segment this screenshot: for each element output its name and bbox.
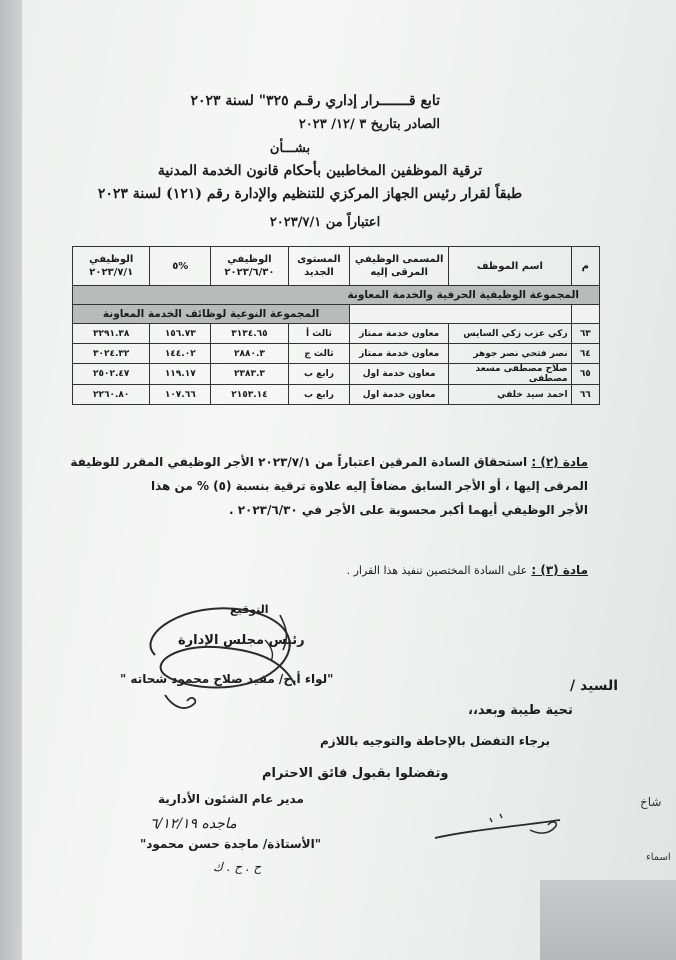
article-2-line-3: الأجر الوظيفي أيهما أكبر محسوبة على الأجر في ٢٠٢٣/٦/٣٠ . xyxy=(228,503,588,517)
subject-title: ترقية الموظفين المخاطبين بأحكام قانون الخدمة المدنية xyxy=(157,163,483,179)
row-num: ٦٦ xyxy=(571,385,599,405)
article-2-line-2: المرقى إليها ، أو الأجر السابق مضافاً إليه علاوة ترقية بنسبة (٥) % من هذا xyxy=(151,479,588,493)
row-percent: ١٤٤.٠٢ xyxy=(150,344,211,364)
row-level: رابع ب xyxy=(288,364,349,385)
col-name-header: اسم الموظف xyxy=(449,247,571,286)
row-name: احمد سيد خلفي xyxy=(449,385,571,405)
row-new-salary: ٢٥٠٢.٤٧ xyxy=(73,364,150,385)
row-title: معاون خدمة ممتاز xyxy=(350,324,449,344)
row-old-salary: ٢١٥٣.١٤ xyxy=(211,385,289,405)
margin-name-label: اسماء xyxy=(646,852,671,863)
row-percent: ١٥٦.٧٣ xyxy=(150,324,211,344)
table-row xyxy=(73,344,600,364)
signatory-role: رئيس مجلس الإدارة xyxy=(178,633,305,648)
col-num-header: م xyxy=(571,247,599,286)
promotion-table xyxy=(72,246,600,405)
subject-label: بشـــأن xyxy=(269,141,311,156)
row-num: ٦٣ xyxy=(571,324,599,344)
article-2-line-1: استحقاق السادة المرقين اعتباراً من ٢٠٢٣/٧/١ الأجر الوظيفي المقرر للوظيفة xyxy=(70,455,528,469)
margin-signature-label: شاخ xyxy=(640,795,662,809)
signatory-name: "لواء أ.ح/ مفيد صلاح محمود شحاته " xyxy=(120,672,334,686)
row-old-salary: ٢٣٨٣.٣ xyxy=(211,364,289,385)
row-title: معاون خدمة اول xyxy=(350,385,449,405)
row-title: معاون خدمة اول xyxy=(350,364,449,385)
salutation: السيد / xyxy=(570,678,619,694)
row-level: رابع ب xyxy=(288,385,349,405)
decision-date-line: الصادر بتاريخ ٣ /١٢/ ٢٠٢٣ xyxy=(298,117,440,132)
request-line: برجاء التفضل بالإحاطة والتوجيه باللازم xyxy=(320,734,550,748)
legal-basis: طبقاً لقرار رئيس الجهاز المركزي للتنظيم والإدارة رقم (١٢١) لسنة ٢٠٢٣ xyxy=(97,186,523,202)
signature-scribble-1 xyxy=(125,595,325,725)
handwritten-date: ماجده ٦/١٢/١٩ xyxy=(150,816,237,832)
manager-code: ح . ح . ك xyxy=(213,860,262,874)
col-percent-header: %٥ xyxy=(150,247,211,286)
row-percent: ١١٩.١٧ xyxy=(150,364,211,385)
col-new-salary-header: الوظيفي ٢٠٢٣/٧/١ xyxy=(73,247,150,286)
article-3-label: مادة (٣) : xyxy=(531,563,588,577)
group-row-1 xyxy=(73,286,600,305)
row-num: ٦٤ xyxy=(571,344,599,364)
scan-shadow xyxy=(540,880,676,960)
group-row-2 xyxy=(73,305,600,324)
col-title-header: المسمى الوظيفي المرقى إليه xyxy=(350,247,449,286)
row-new-salary: ٣٢٩١.٣٨ xyxy=(73,324,150,344)
row-name: صلاح مصطفى مسعد مصطفى xyxy=(449,364,571,385)
row-level: ثالث أ xyxy=(288,324,349,344)
group-title-1: المجموعة الوظيفية الحرفية والخدمة المعاونة xyxy=(73,286,600,305)
col-old-salary-header: الوظيفي ٢٠٢٣/٦/٣٠ xyxy=(211,247,289,286)
greeting: تحية طيبة وبعد،، xyxy=(468,703,573,718)
article-2 xyxy=(70,450,588,522)
group-title-2: المجموعة النوعية لوظائف الخدمة المعاونة xyxy=(73,305,350,324)
table-header-row xyxy=(73,247,600,286)
row-old-salary: ٢٨٨٠.٣ xyxy=(211,344,289,364)
manager-name: "الأستاذة/ ماجدة حسن محمود" xyxy=(140,837,321,851)
row-new-salary: ٢٢٦٠.٨٠ xyxy=(73,385,150,405)
manager-position: مدير عام الشئون الأدارية xyxy=(158,792,304,806)
closing-line: وتفضلوا بقبول فائق الاحترام xyxy=(262,766,449,781)
col-level-header: المستوى الجديد xyxy=(288,247,349,286)
row-new-salary: ٣٠٢٤.٣٢ xyxy=(73,344,150,364)
decision-number-line: تابع قـــــــرار إداري رقـم ٣٢٥" لسنة ٢٠٢٣ xyxy=(190,93,440,109)
row-percent: ١٠٧.٦٦ xyxy=(150,385,211,405)
article-2-label: مادة (٢) : xyxy=(531,455,588,469)
article-3 xyxy=(150,558,588,583)
signature-scribble-2 xyxy=(430,800,590,850)
signature-label: التوقيع xyxy=(230,603,269,616)
scan-edge xyxy=(0,0,22,960)
row-title: معاون خدمة ممتاز xyxy=(350,344,449,364)
table-row xyxy=(73,324,600,344)
article-3-text: على السادة المختصين تنفيذ هذا القرار . xyxy=(346,564,528,577)
row-name: زكي عزب زكي السايس xyxy=(449,324,571,344)
row-name: نصر فتحي نصر جوهر xyxy=(449,344,571,364)
effective-date: اعتباراً من ٢٠٢٣/٧/١ xyxy=(269,215,381,230)
row-old-salary: ٣١٣٤.٦٥ xyxy=(211,324,289,344)
table-row xyxy=(73,385,600,405)
row-level: ثالث ج xyxy=(288,344,349,364)
row-num: ٦٥ xyxy=(571,364,599,385)
table-row xyxy=(73,364,600,385)
